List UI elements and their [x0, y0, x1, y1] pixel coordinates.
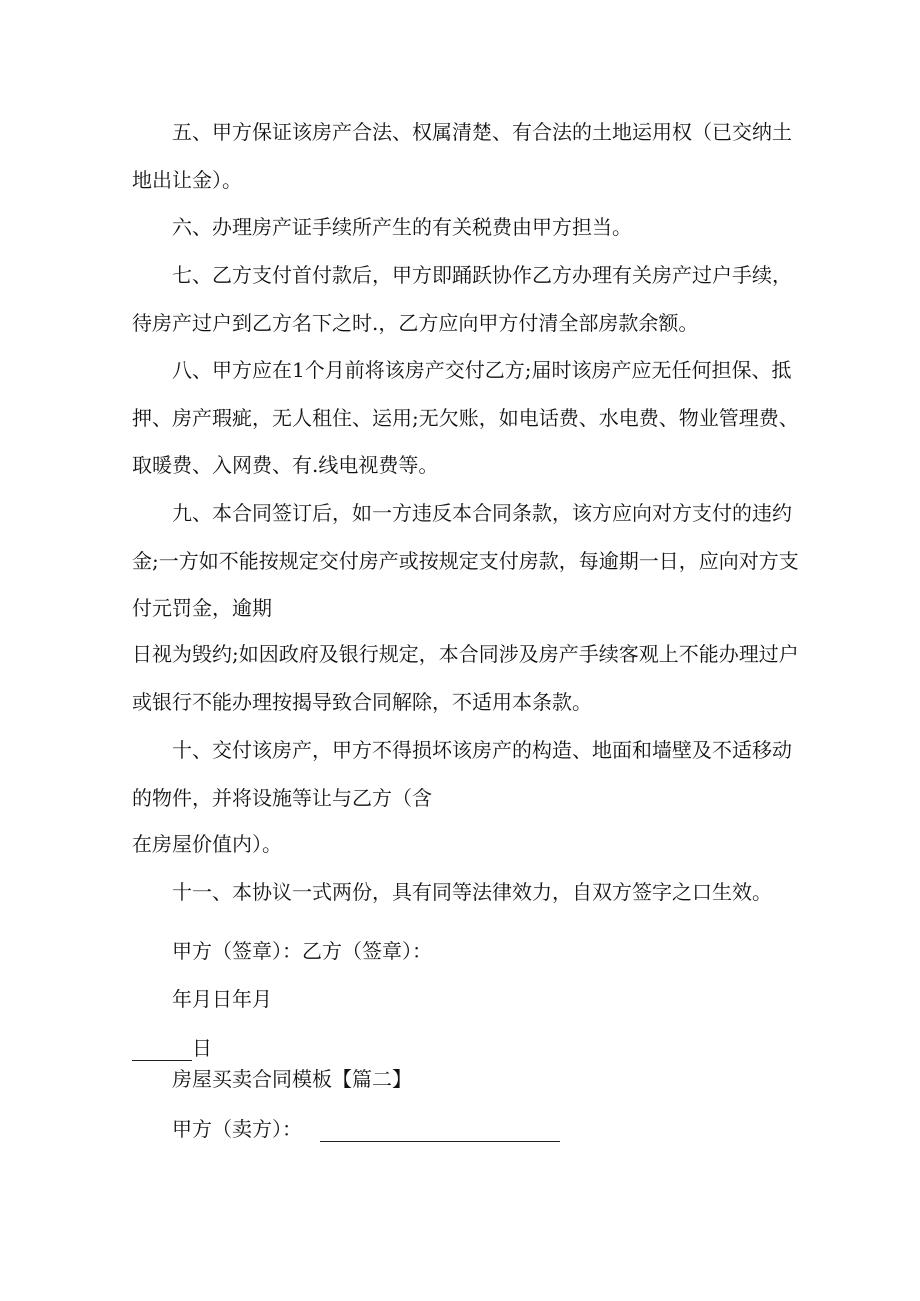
section-2-title: 房屋买卖合同模板【篇二】 — [172, 1067, 412, 1091]
seller-blank — [320, 1121, 560, 1142]
signature-parties: 甲方（签章）：乙方（签章）： — [172, 939, 432, 963]
day-suffix: 日 — [192, 1036, 212, 1060]
clause-10-part-a: 十、交付该房产，甲方不得损坏该房产的构造、地面和墙壁及不适移动的物件，并将设施等让与乙方（含 — [132, 738, 792, 810]
seller-label: 甲方（卖方）： — [172, 1117, 302, 1141]
clause-5: 五、甲方保证该房产合法、权属清楚、有合法的土地运用权（已交纳土地出让金）。 — [132, 120, 792, 192]
clause-9-part-a: 九、本合同签订后，如一方违反本合同条款，该方应向对方支付的违约金;一方如不能按规定交付房产或按规定支付房款，每逾期一日，应向对方支付元罚金，逾期 — [132, 501, 799, 620]
clause-8: 八、甲方应在1个月前将该房产交付乙方;届时该房产应无任何担保、抵押、房产瑕疵，无人租住、运用;无欠账，如电话费、水电费、物业管理费、取暖费、入网费、有.线电视费等。 — [132, 358, 799, 477]
signature-date: 年月日年月 — [172, 987, 272, 1011]
clause-6: 六、办理房产证手续所产生的有关税费由甲方担当。 — [172, 215, 632, 239]
clause-11: 十一、本协议一式两份，具有同等法律效力，自双方签字之口生效。 — [172, 880, 772, 904]
seller-line — [172, 1115, 560, 1143]
clause-10-part-b: 在房屋价值内）。 — [132, 832, 282, 856]
clause-7: 七、乙方支付首付款后，甲方即踊跃协作乙方办理有关房产过户手续，待房产过户到乙方名下之时.，乙方应向甲方付清全部房款余额。 — [132, 263, 792, 335]
signature-day-line — [132, 1034, 212, 1062]
clause-9-part-b: 日视为毁约;如因政府及银行规定，本合同涉及房产手续客观上不能办理过户或银行不能办理按揭导致合同解除，不适用本条款。 — [132, 642, 799, 714]
day-blank — [132, 1040, 192, 1061]
